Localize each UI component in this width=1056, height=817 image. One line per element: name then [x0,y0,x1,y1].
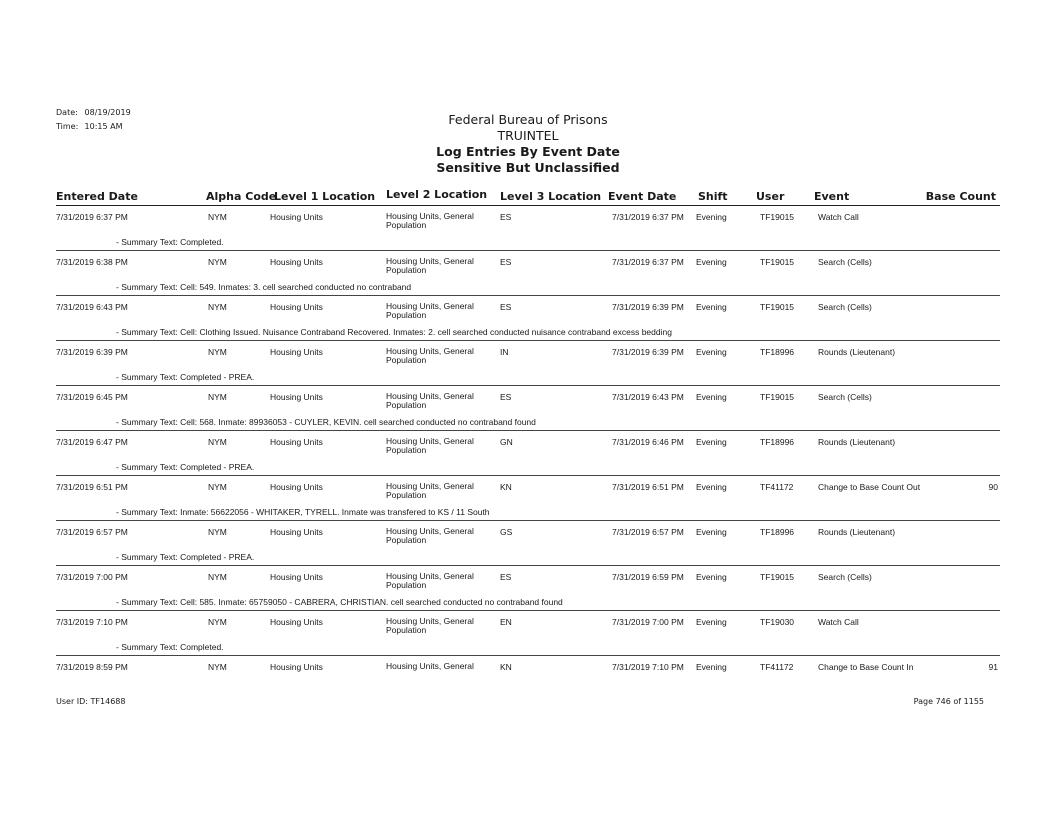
log-entry [56,611,1000,656]
time-value: 10:15 AM [84,122,123,131]
alpha-code: NYM [208,482,227,492]
page-number: Page 746 of 1155 [913,697,984,706]
user-id: TF19030 [760,617,795,627]
log-entry [56,521,1000,566]
event-date: 7/31/2019 6:39 PM [612,302,684,312]
user-id: TF18996 [760,437,795,447]
entered-date: 7/31/2019 6:51 PM [56,482,128,492]
log-entry [56,566,1000,611]
level1-location: Housing Units [270,662,323,672]
level2-location: Housing Units, General Population [386,526,474,545]
shift: Evening [696,527,727,537]
system-title: TRUINTEL [497,128,559,143]
event-date: 7/31/2019 7:10 PM [612,662,684,672]
log-entry [56,251,1000,296]
entered-date: 7/31/2019 6:57 PM [56,527,128,537]
event-date: 7/31/2019 6:43 PM [612,392,684,402]
log-entry [56,656,1000,674]
log-entry [56,341,1000,386]
level2-location: Housing Units, General Population [386,436,474,455]
shift: Evening [696,212,727,222]
event-type: Change to Base Count Out [818,482,921,492]
shift: Evening [696,392,727,402]
col-shift: Shift [698,190,728,203]
col-level3-location: Level 3 Location [500,190,602,203]
event-type: Search (Cells) [818,392,872,402]
summary-text: - Summary Text: Completed - PREA. [116,462,255,472]
shift: Evening [696,662,727,672]
event-type: Change to Base Count In [818,662,914,672]
event-date: 7/31/2019 6:46 PM [612,437,684,447]
alpha-code: NYM [208,302,227,312]
log-entry [56,476,1000,521]
shift: Evening [696,302,727,312]
date-label: Date: [56,108,78,117]
level2-location: Housing Units, General Population [386,616,474,635]
event-date: 7/31/2019 6:57 PM [612,527,684,537]
shift: Evening [696,437,727,447]
log-entry-fields [56,662,1000,684]
col-entered-date: Entered Date [56,190,138,203]
level3-location: KN [500,662,512,672]
user-id: TF19015 [760,257,795,267]
report-title: Log Entries By Event Date [436,144,620,159]
base-count: 91 [988,662,998,672]
alpha-code: NYM [208,437,227,447]
event-type: Watch Call [818,617,859,627]
shift: Evening [696,617,727,627]
level1-location: Housing Units [270,482,323,492]
col-level2-location: Level 2 Location [386,188,488,201]
level2-location: Housing Units, General Population [386,256,474,275]
log-entry-fields [56,302,1000,324]
level3-location: ES [500,257,512,267]
summary-text: - Summary Text: Cell: Clothing Issued. Nuisance Contraband Recovered. Inmates: 2. cell searched conducted nuisance contraband excess bedding [116,327,672,337]
event-type: Rounds (Lieutenant) [818,347,896,357]
col-event-date: Event Date [608,190,677,203]
entered-date: 7/31/2019 6:39 PM [56,347,128,357]
log-entry-fields [56,347,1000,369]
user-id: TF19015 [760,212,795,222]
log-entry [56,386,1000,431]
level1-location: Housing Units [270,302,323,312]
log-entry-fields [56,527,1000,549]
alpha-code: NYM [208,662,227,672]
level2-location: Housing Units, General Population [386,571,474,590]
level3-location: EN [500,617,512,627]
column-header-row [56,187,1000,206]
level2-location: Housing Units, General Population [386,301,474,320]
summary-text: - Summary Text: Cell: 549. Inmates: 3. cell searched conducted no contraband [116,282,412,292]
user-id: TF18996 [760,347,795,357]
report-title-block [0,112,1056,176]
level2-location: Housing Units, General Population [386,211,474,230]
log-entries-table [56,206,1000,674]
level3-location: ES [500,392,512,402]
entered-date: 7/31/2019 8:59 PM [56,662,128,672]
log-entry-fields [56,617,1000,639]
log-entry-fields [56,392,1000,414]
level2-location: Housing Units, General Population [386,391,474,410]
entered-date: 7/31/2019 6:47 PM [56,437,128,447]
summary-text: - Summary Text: Completed - PREA. [116,552,255,562]
alpha-code: NYM [208,527,227,537]
alpha-code: NYM [208,212,227,222]
level3-location: IN [500,347,509,357]
footer-user-label: User ID: [56,697,88,706]
col-alpha-code: Alpha Code [206,190,277,203]
log-entry-fields [56,437,1000,459]
level3-location: GS [500,527,513,537]
entered-date: 7/31/2019 6:37 PM [56,212,128,222]
footer-user-id [56,697,125,706]
event-type: Rounds (Lieutenant) [818,437,896,447]
event-date: 7/31/2019 6:37 PM [612,257,684,267]
event-type: Rounds (Lieutenant) [818,527,896,537]
user-id: TF19015 [760,302,795,312]
classification-label: Sensitive But Unclassified [436,160,620,175]
event-type: Search (Cells) [818,572,872,582]
user-id: TF41172 [760,662,794,672]
log-entry-fields [56,482,1000,504]
level1-location: Housing Units [270,392,323,402]
shift: Evening [696,347,727,357]
col-level1-location: Level 1 Location [274,190,376,203]
col-base-count: Base Count [925,190,996,203]
entered-date: 7/31/2019 7:00 PM [56,572,128,582]
event-date: 7/31/2019 6:37 PM [612,212,684,222]
level1-location: Housing Units [270,212,323,222]
level3-location: ES [500,572,512,582]
summary-text: - Summary Text: Completed - PREA. [116,372,255,382]
summary-text: - Summary Text: Completed. [116,642,224,652]
log-entry-fields [56,212,1000,234]
alpha-code: NYM [208,257,227,267]
summary-text: - Summary Text: Completed. [116,237,224,247]
log-entry-fields [56,257,1000,279]
entered-date: 7/31/2019 6:38 PM [56,257,128,267]
level1-location: Housing Units [270,257,323,267]
time-label: Time: [56,122,79,131]
event-date: 7/31/2019 7:00 PM [612,617,684,627]
level3-location: ES [500,212,512,222]
user-id: TF19015 [760,572,795,582]
entered-date: 7/31/2019 6:43 PM [56,302,128,312]
level3-location: GN [500,437,513,447]
shift: Evening [696,482,727,492]
alpha-code: NYM [208,617,227,627]
summary-text: - Summary Text: Cell: 585. Inmate: 65759050 - CABRERA, CHRISTIAN. cell searched conducted no contraband found [116,597,563,607]
entered-date: 7/31/2019 6:45 PM [56,392,128,402]
event-date: 7/31/2019 6:59 PM [612,572,684,582]
level1-location: Housing Units [270,527,323,537]
event-date: 7/31/2019 6:39 PM [612,347,684,357]
col-user: User [756,190,785,203]
col-event: Event [814,190,850,203]
level2-location: Housing Units, General [386,661,474,671]
level3-location: ES [500,302,512,312]
level2-location: Housing Units, General Population [386,481,474,500]
level1-location: Housing Units [270,617,323,627]
alpha-code: NYM [208,572,227,582]
log-entry [56,296,1000,341]
agency-title: Federal Bureau of Prisons [448,112,608,127]
event-type: Search (Cells) [818,257,872,267]
event-date: 7/31/2019 6:51 PM [612,482,684,492]
level2-location: Housing Units, General Population [386,346,474,365]
level1-location: Housing Units [270,347,323,357]
user-id: TF19015 [760,392,795,402]
alpha-code: NYM [208,347,227,357]
shift: Evening [696,572,727,582]
level1-location: Housing Units [270,437,323,447]
shift: Evening [696,257,727,267]
log-entry-fields [56,572,1000,594]
base-count: 90 [988,482,998,492]
level3-location: KN [500,482,512,492]
event-type: Watch Call [818,212,859,222]
summary-text: - Summary Text: Cell: 568. Inmate: 89936053 - CUYLER, KEVIN. cell searched conducted no contraband found [116,417,536,427]
summary-text: - Summary Text: Inmate: 56622056 - WHITAKER, TYRELL. Inmate was transfered to KS / 11 South [116,507,490,517]
alpha-code: NYM [208,392,227,402]
user-id: TF18996 [760,527,795,537]
date-value: 08/19/2019 [84,108,131,117]
level1-location: Housing Units [270,572,323,582]
log-entry [56,206,1000,251]
user-id: TF41172 [760,482,794,492]
entered-date: 7/31/2019 7:10 PM [56,617,128,627]
footer-user-value: TF14688 [90,697,126,706]
event-type: Search (Cells) [818,302,872,312]
log-entry [56,431,1000,476]
